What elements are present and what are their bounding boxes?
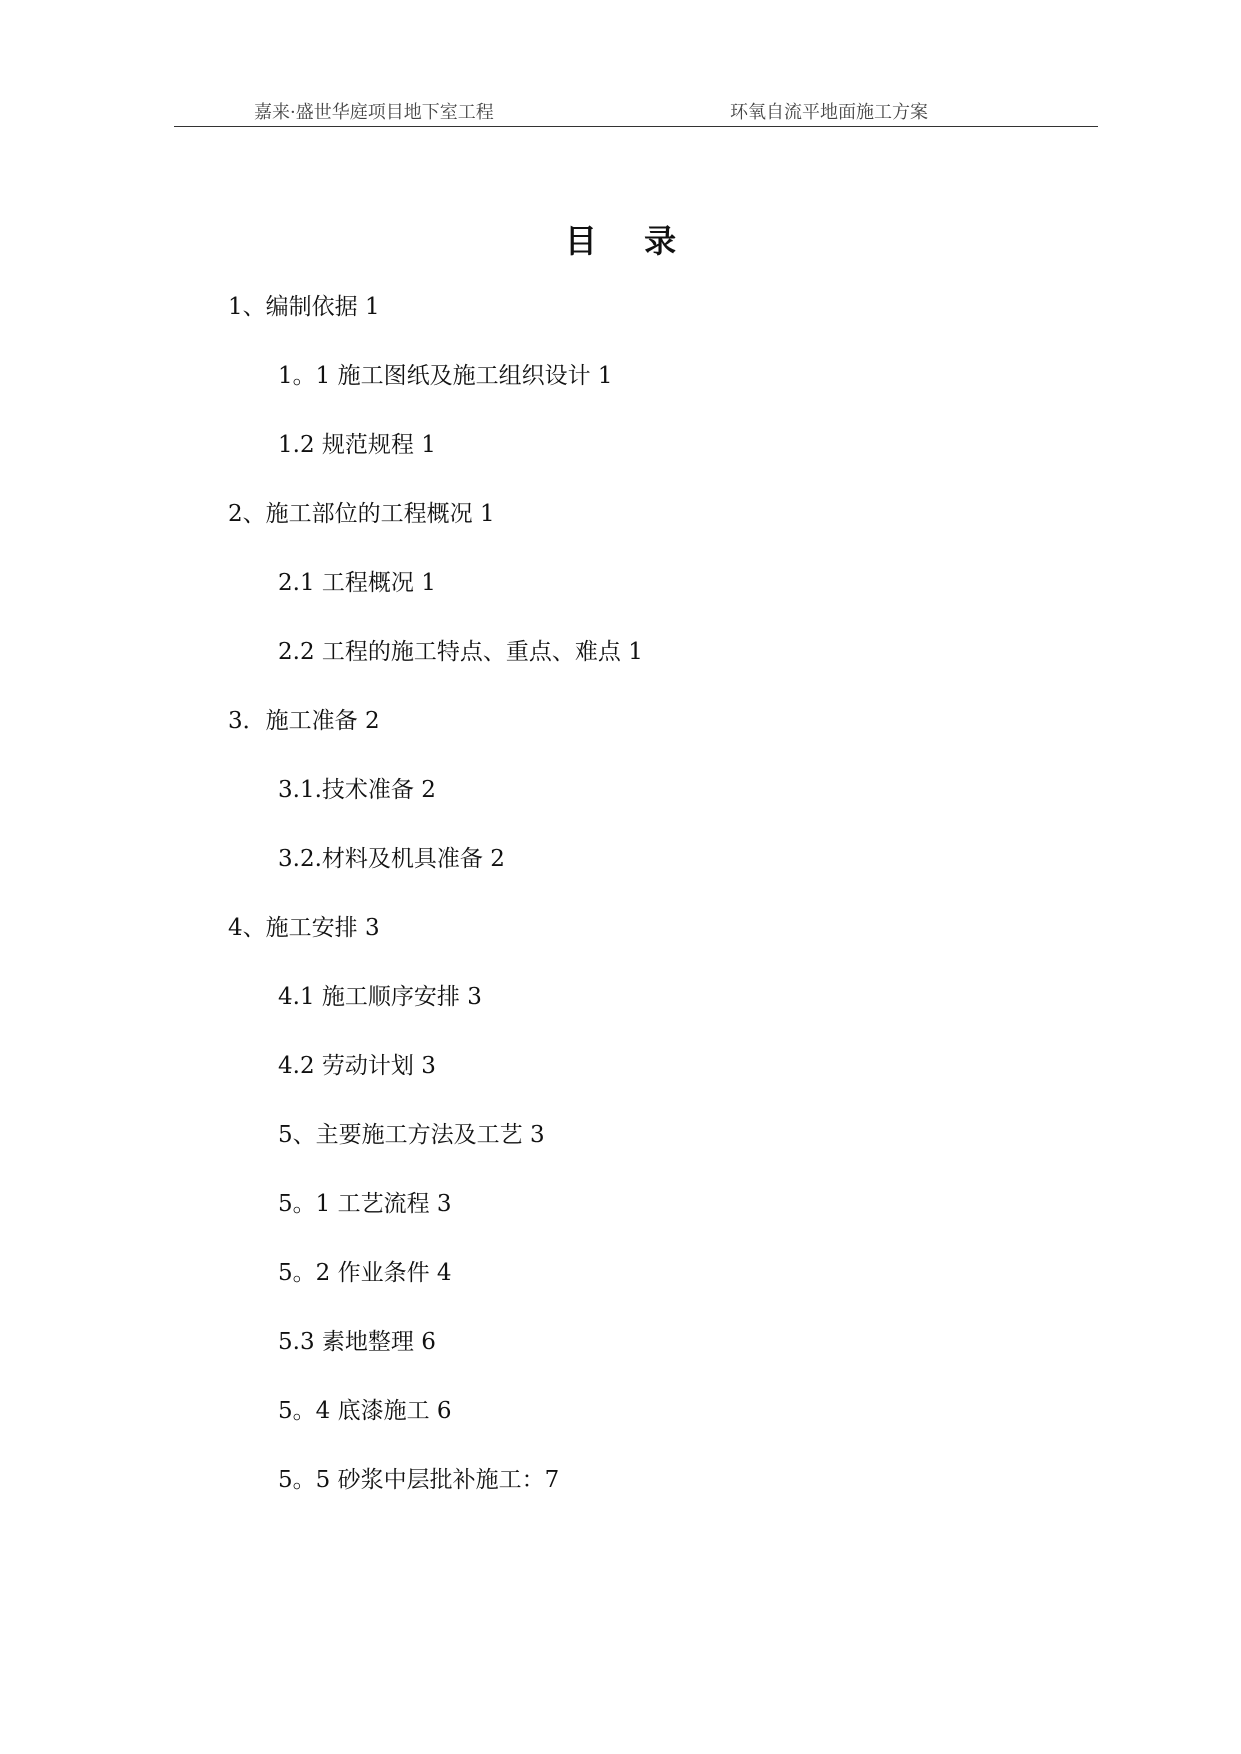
toc-entry[interactable]: 5。1 工艺流程 3: [278, 1191, 452, 1217]
toc-entry[interactable]: 2.1 工程概况 1: [278, 570, 436, 596]
toc-entry[interactable]: 1.2 规范规程 1: [278, 432, 436, 458]
page-header: [174, 96, 1098, 127]
toc-entry[interactable]: 2.2 工程的施工特点、重点、难点 1: [278, 639, 643, 665]
toc-entry[interactable]: 3.1.技术准备 2: [278, 777, 436, 803]
toc-entry[interactable]: 1。1 施工图纸及施工组织设计 1: [278, 363, 613, 389]
toc-entry[interactable]: 5.3 素地整理 6: [278, 1329, 436, 1355]
toc-entry[interactable]: 5、主要施工方法及工艺 3: [278, 1122, 545, 1148]
toc-entry[interactable]: 5。4 底漆施工 6: [278, 1398, 452, 1424]
toc-entry[interactable]: 4.1 施工顺序安排 3: [278, 984, 482, 1010]
toc-entry[interactable]: 4.2 劳动计划 3: [278, 1053, 436, 1079]
toc-entry[interactable]: 5。5 砂浆中层批补施工：7: [278, 1467, 560, 1493]
toc-entry[interactable]: 5。2 作业条件 4: [278, 1260, 452, 1286]
header-document-title: 环氧自流平地面施工方案: [730, 102, 928, 123]
header-project-name: 嘉来·盛世华庭项目地下室工程: [254, 102, 494, 123]
toc-entry[interactable]: 2、施工部位的工程概况 1: [228, 501, 495, 527]
toc-entry[interactable]: 3．施工准备 2: [228, 708, 380, 734]
toc-entry[interactable]: 4、施工安排 3: [228, 915, 380, 941]
toc-title: 目 录: [564, 222, 695, 260]
toc-entry[interactable]: 3.2.材料及机具准备 2: [278, 846, 505, 872]
toc-entry[interactable]: 1、编制依据 1: [228, 294, 380, 320]
